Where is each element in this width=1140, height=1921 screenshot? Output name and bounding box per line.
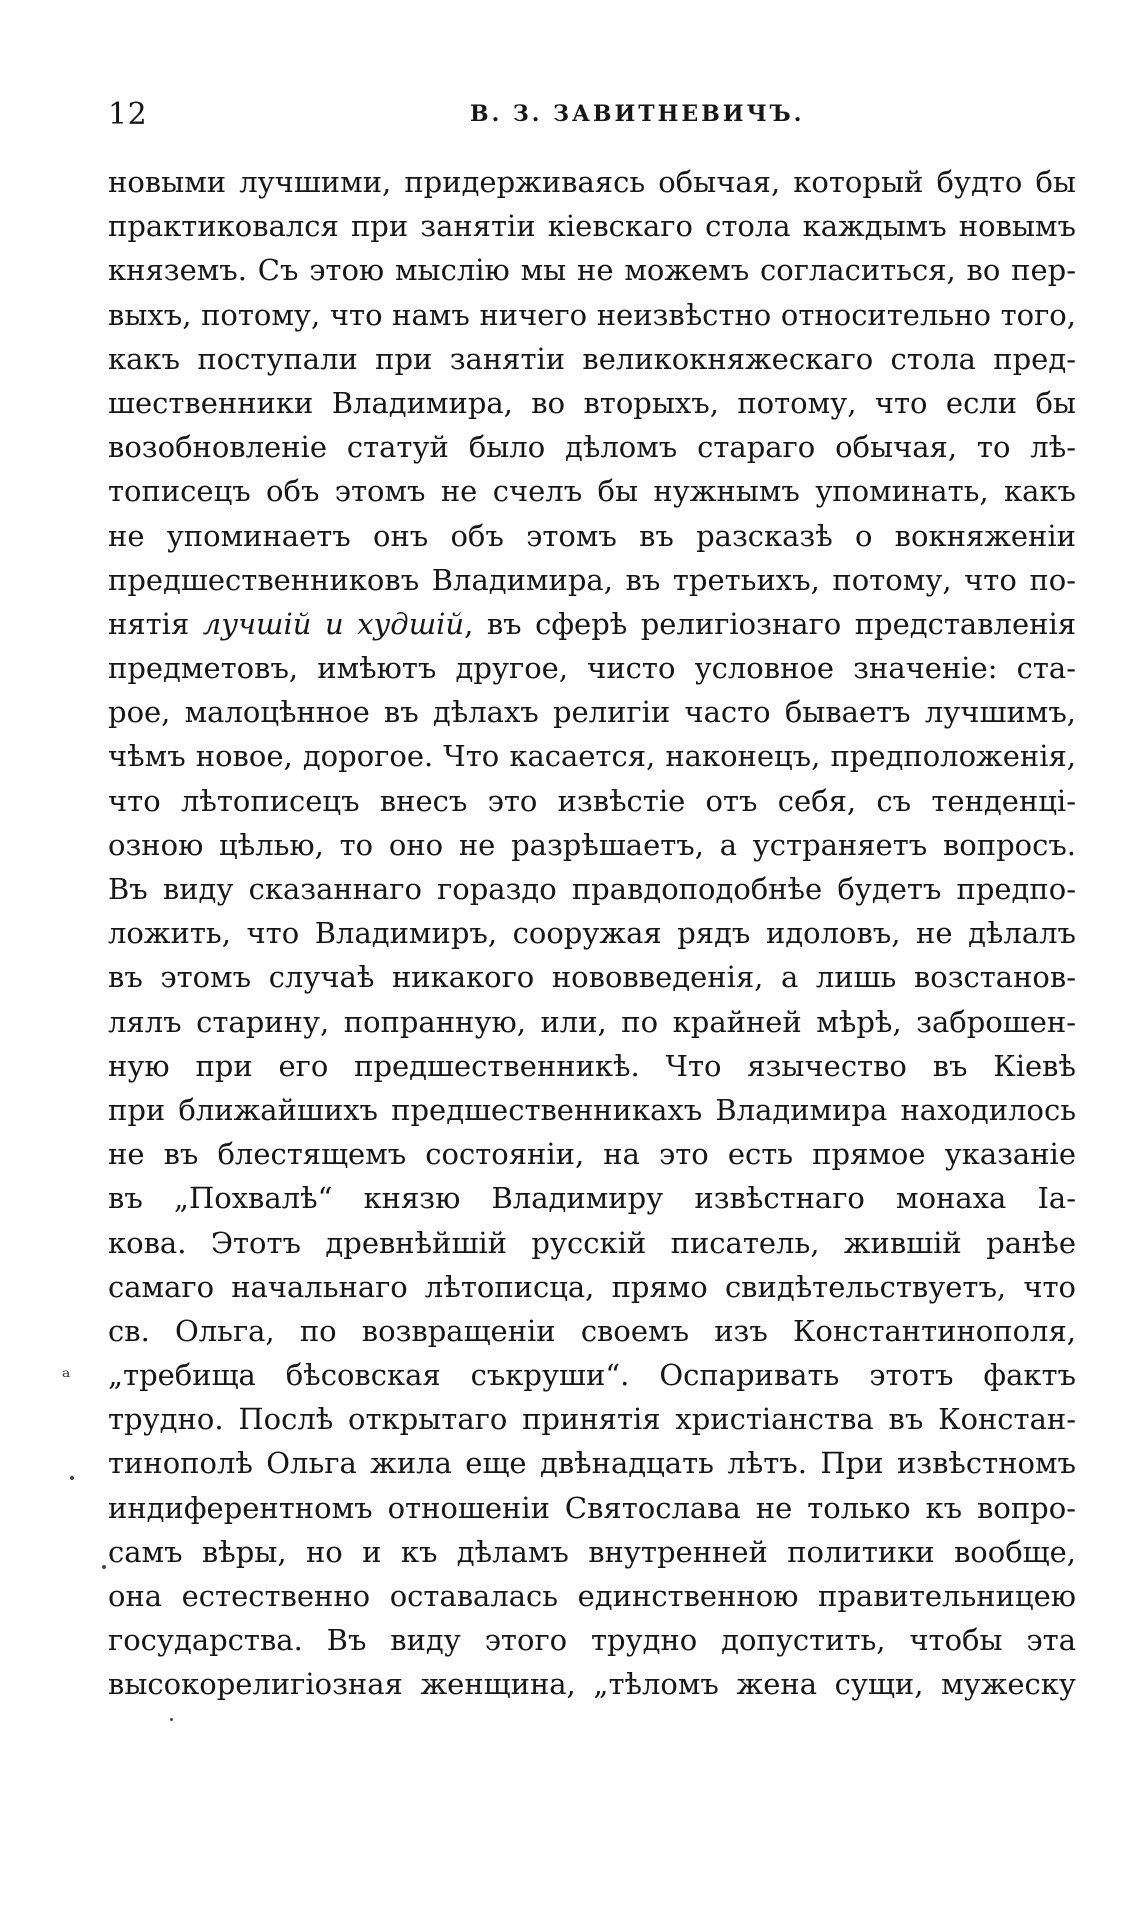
text-line: не въ блестящемъ состояніи, на это есть прямое указаніе bbox=[108, 1137, 1076, 1172]
text-line: шественники Владимира, во вторыхъ, потому, что если бы bbox=[108, 385, 1076, 420]
text-line: лялъ старину, попранную, или, по крайней мѣрѣ, заброшен- bbox=[108, 1004, 1076, 1039]
text-line: нятія лучшій и худшій, въ сферѣ религіознаго представленія bbox=[108, 606, 1076, 641]
margin-mark: ₐ bbox=[62, 1358, 71, 1383]
italic-phrase: лучшій и худшій bbox=[202, 606, 465, 641]
text-line: не упоминаетъ онъ объ этомъ въ разсказѣ о вокняженіи bbox=[108, 518, 1076, 553]
speck-mark bbox=[102, 1565, 106, 1569]
text-line: Въ виду сказаннаго гораздо правдоподобнѣе будетъ предпо- bbox=[108, 872, 1076, 906]
text-line: кова. Этотъ древнѣйшій русскій писатель, жившій ранѣе bbox=[108, 1225, 1076, 1260]
text-line: ную при его предшественникѣ. Что язычество въ Кіевѣ bbox=[108, 1048, 1076, 1083]
text-line: ложить, что Владимиръ, сооружая рядъ идоловъ, не дѣлалъ bbox=[108, 916, 1076, 951]
text-line: высокорелигіозная женщина, „тѣломъ жена сущи, мужеску bbox=[108, 1667, 1076, 1702]
text-line: озною цѣлью, то оно не разрѣшаетъ, а устраняетъ вопросъ. bbox=[108, 827, 1076, 862]
text-line: самаго начальнаго лѣтописца, прямо свидѣтельствуетъ, что bbox=[108, 1269, 1076, 1304]
text-line: какъ поступали при занятіи великокняжескаго стола пред- bbox=[108, 341, 1076, 376]
text-line: предшественниковъ Владимира, въ третьихъ, потому, что по- bbox=[108, 562, 1076, 597]
text-line: чѣмъ новое, дорогое. Что касается, наконецъ, предположенія, bbox=[108, 739, 1076, 774]
text-line: что лѣтописецъ внесъ это извѣстіе отъ себя, съ тенденці- bbox=[108, 783, 1076, 818]
text-line: государства. Въ виду этого трудно допустить, чтобы эта bbox=[108, 1623, 1076, 1658]
text-line: при ближайшихъ предшественникахъ Владимира находилось bbox=[108, 1092, 1076, 1127]
text-line: самъ вѣры, но и къ дѣламъ внутренней политики вообще, bbox=[108, 1534, 1076, 1569]
text-line: тописецъ объ этомъ не счелъ бы нужнымъ упоминать, какъ bbox=[108, 474, 1076, 509]
text-line: индиферентномъ отношеніи Святослава не только къ вопро- bbox=[108, 1490, 1076, 1525]
text-line: въ „Похвалѣ“ князю Владимиру извѣстнаго монаха Іа- bbox=[108, 1181, 1076, 1216]
text-line: возобновленіе статуй было дѣломъ стараго обычая, то лѣ- bbox=[108, 430, 1076, 465]
running-head: В. З. ЗАВИТНЕВИЧЪ. bbox=[470, 101, 805, 127]
page-number: 12 bbox=[108, 97, 148, 132]
text-line: выхъ, потому, что намъ ничего неизвѣстно относительно того, bbox=[108, 297, 1076, 332]
text-line: предметовъ, имѣютъ другое, чисто условное значеніе: ста- bbox=[108, 651, 1076, 686]
text-line: тинополѣ Ольга жила еще двѣнадцать лѣтъ. При извѣстномъ bbox=[108, 1446, 1076, 1481]
text-line: „требища бѣсовская съкруши“. Оспаривать этотъ фактъ bbox=[108, 1358, 1076, 1393]
text-line: новыми лучшими, придерживаясь обычая, который будто бы bbox=[108, 165, 1076, 199]
body-text bbox=[108, 160, 1076, 1707]
text-line: св. Ольга, по возвращеніи своемъ изъ Константинополя, bbox=[108, 1313, 1076, 1348]
speck-mark bbox=[70, 1476, 74, 1480]
text-line: въ этомъ случаѣ никакого нововведенія, а лишь возстанов- bbox=[108, 960, 1076, 995]
speck-mark bbox=[170, 1718, 173, 1721]
text-line: трудно. Послѣ открытаго принятія христіанства въ Констан- bbox=[108, 1402, 1076, 1437]
text-line: практиковался при занятіи кіевскаго стола каждымъ новымъ bbox=[108, 209, 1076, 244]
text-line: она естественно оставалась единственною правительницею bbox=[108, 1579, 1076, 1613]
text-line: княземъ. Съ этою мыслію мы не можемъ согласиться, во пер- bbox=[108, 253, 1076, 288]
text-line: рое, малоцѣнное въ дѣлахъ религіи часто бываетъ лучшимъ, bbox=[108, 695, 1076, 730]
